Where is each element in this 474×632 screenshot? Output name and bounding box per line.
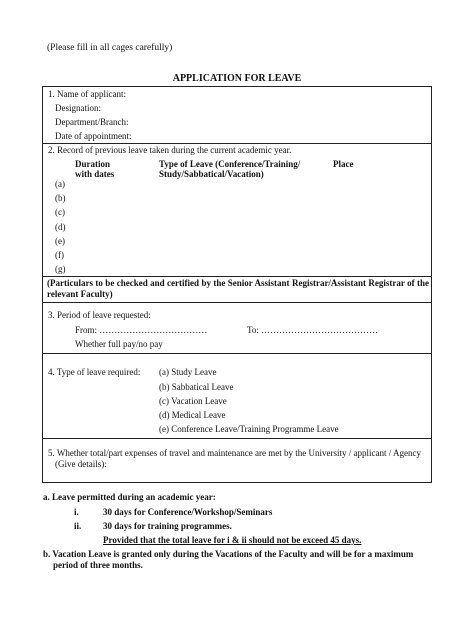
type-column-subheader: Study/Sabbatical/Vacation) bbox=[159, 169, 264, 179]
pay-type-field[interactable]: Whether full pay/no pay bbox=[75, 339, 163, 349]
option-vacation-leave[interactable]: (c) Vacation Leave bbox=[159, 396, 227, 406]
application-form bbox=[42, 86, 432, 483]
type-column-header: Type of Leave (Conference/Training/ bbox=[159, 159, 301, 169]
record-row-e[interactable]: (e) bbox=[55, 236, 65, 246]
date-of-appointment-label[interactable]: Date of appointment: bbox=[55, 131, 132, 141]
note-i-number: i. bbox=[74, 507, 79, 517]
name-of-applicant-label[interactable]: 1. Name of applicant: bbox=[48, 89, 126, 99]
previous-leave-heading: 2. Record of previous leave taken during the current academic year. bbox=[48, 145, 292, 155]
record-row-b[interactable]: (b) bbox=[55, 193, 66, 203]
note-ii-number: ii. bbox=[74, 521, 82, 531]
duration-column-header: Duration bbox=[75, 159, 111, 169]
certification-note: (Particulars to be checked and certified by the Senior Assistant Registrar/Assistant Registrar of the relevant Faculty) bbox=[47, 278, 429, 299]
note-proviso: Provided that the total leave for i & ii should not be exceed 45 days. bbox=[103, 535, 362, 545]
record-row-c[interactable]: (c) bbox=[55, 207, 65, 217]
expenses-question[interactable]: 5. Whether total/part expenses of travel and maintenance are met by the University / applicant / Agency bbox=[48, 448, 421, 458]
option-study-leave[interactable]: (a) Study Leave bbox=[159, 367, 217, 377]
place-column-header: Place bbox=[333, 159, 354, 169]
department-branch-label[interactable]: Department/Branch: bbox=[55, 117, 129, 127]
note-a-heading: a. Leave permitted during an academic year: bbox=[43, 492, 216, 502]
from-date-field[interactable]: From: ……………………………… bbox=[75, 325, 208, 335]
record-row-d[interactable]: (d) bbox=[55, 222, 66, 232]
certification-divider bbox=[43, 276, 431, 277]
section-divider bbox=[43, 353, 431, 354]
note-b-line1: b. Vacation Leave is granted only during the Vacations of the Faculty and will be for a maximum bbox=[43, 549, 414, 559]
period-heading: 3. Period of leave requested: bbox=[48, 310, 151, 320]
section-divider bbox=[43, 438, 431, 439]
option-medical-leave[interactable]: (d) Medical Leave bbox=[159, 410, 226, 420]
note-i-text: 30 days for Conference/Workshop/Seminars bbox=[103, 507, 273, 517]
duration-column-subheader: with dates bbox=[75, 169, 115, 179]
expenses-details-label[interactable]: (Give details): bbox=[55, 459, 107, 469]
section-divider bbox=[43, 143, 431, 144]
note-b-line2: period of three months. bbox=[53, 560, 143, 570]
fill-instruction: (Please fill in all cages carefully) bbox=[47, 43, 173, 53]
option-conference-training-leave[interactable]: (e) Conference Leave/Training Programme Leave bbox=[159, 424, 339, 434]
record-row-a[interactable]: (a) bbox=[55, 179, 65, 189]
section-divider bbox=[43, 302, 431, 303]
page-title: APPLICATION FOR LEAVE bbox=[172, 73, 302, 84]
note-ii-text: 30 days for training programmes. bbox=[103, 521, 232, 531]
record-row-g[interactable]: (g) bbox=[55, 264, 66, 274]
designation-label[interactable]: Designation: bbox=[55, 103, 101, 113]
option-sabbatical-leave[interactable]: (b) Sabbatical Leave bbox=[159, 382, 234, 392]
record-row-f[interactable]: (f) bbox=[55, 250, 64, 260]
to-date-field[interactable]: To: ………………………………… bbox=[247, 325, 379, 335]
leave-type-heading: 4. Type of leave required: bbox=[48, 367, 141, 377]
